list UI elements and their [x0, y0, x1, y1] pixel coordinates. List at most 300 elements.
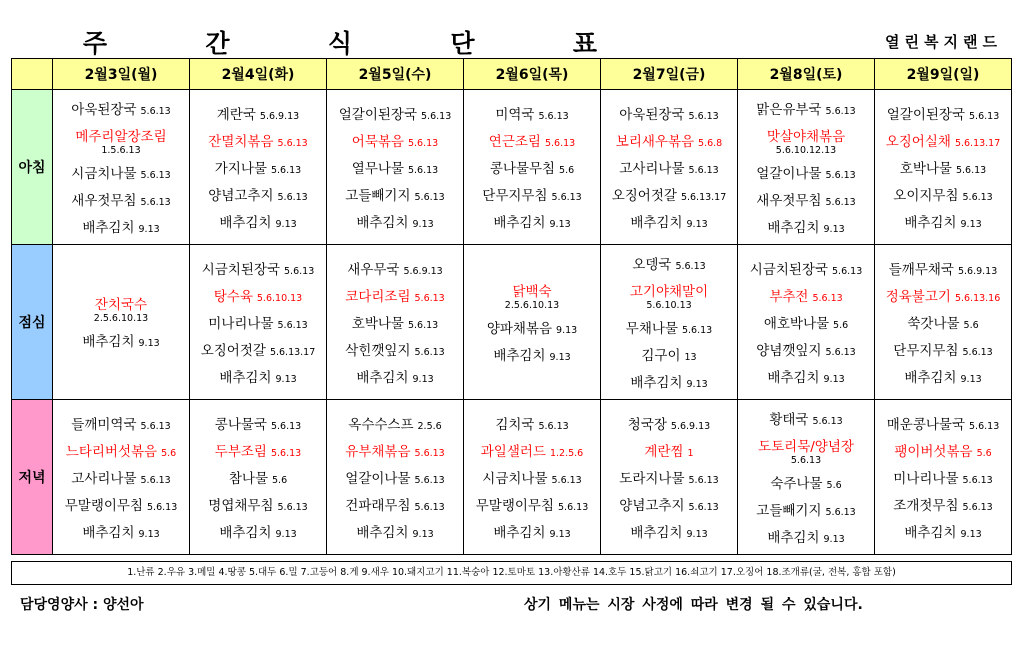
allergen-codes: 5.6 [559, 164, 575, 176]
menu-item-main [464, 437, 600, 464]
menu-item [53, 464, 189, 491]
dish-name: 배추김치 [82, 334, 135, 350]
menu-item-main [601, 127, 737, 154]
dish-name: 두부조림 [214, 443, 267, 460]
menu-item [327, 309, 463, 336]
menu-item [601, 208, 737, 235]
menu-item [464, 491, 600, 518]
allergen-codes: 5.6.13 [140, 169, 171, 181]
allergen-codes: 5.6.13.17 [954, 137, 1001, 149]
dish-name: 양념깻잎지 [756, 342, 822, 359]
allergen-codes: 9.13 [823, 223, 845, 235]
allergen-codes: 9.13 [823, 373, 845, 385]
organization-name: 열린복지랜드 [885, 33, 1002, 51]
dish-name: 양파채볶음 [486, 320, 553, 337]
dish-name: 얼갈이된장국 [886, 106, 966, 123]
allergen-codes: 9.13 [686, 528, 708, 540]
allergen-codes: 5.6.13 [688, 110, 719, 122]
dish-name: 삭힌깻잎지 [345, 342, 411, 359]
dish-name: 팽이버섯볶음 [894, 443, 973, 460]
dish-name: 참나물 [228, 470, 268, 487]
menu-item [738, 213, 874, 240]
meal-label: 점심 [12, 245, 53, 400]
allergen-codes: 9.13 [549, 528, 571, 540]
menu-item [601, 100, 737, 127]
dish-name: 배추김치 [493, 347, 546, 364]
allergen-codes: 9.13 [275, 373, 297, 385]
menu-cell [738, 400, 875, 555]
menu-item [875, 255, 1011, 282]
menu-item [53, 410, 189, 437]
allergen-codes: 5.6.13 [544, 137, 576, 149]
dish-name: 호박나물 [351, 315, 404, 332]
menu-item [464, 341, 600, 368]
allergen-codes: 5.6.13 [825, 169, 856, 181]
allergen-codes: 9.13 [556, 324, 578, 336]
menu-item [738, 336, 874, 363]
allergen-codes: 5.6.13 [277, 319, 308, 331]
menu-cell [875, 245, 1012, 400]
dish-name: 도토리묵/양념장 [758, 438, 854, 455]
menu-item-main [738, 282, 874, 309]
menu-item [738, 186, 874, 213]
menu-item [53, 327, 189, 354]
dish-name: 오징어젓갈 [611, 187, 677, 204]
dish-name: 아욱된장국 [71, 101, 137, 118]
dish-name: 코다리조림 [345, 288, 411, 305]
menu-item [464, 314, 600, 341]
menu-item-main [464, 127, 600, 154]
menu-item-main [327, 437, 463, 464]
menu-cell [53, 90, 190, 245]
dish-name: 무말랭이무침 [64, 497, 144, 514]
menu-item [875, 518, 1011, 545]
allergen-codes: 5.6.13 [277, 501, 308, 513]
menu-cell [53, 245, 190, 400]
menu-item [327, 181, 463, 208]
menu-cell [53, 400, 190, 555]
dish-name: 어묵볶음 [351, 133, 404, 150]
allergen-codes: 5.6.13 [962, 501, 993, 513]
corner-cell [12, 59, 53, 90]
title-char: 식 [327, 29, 353, 58]
menu-item [190, 255, 326, 282]
allergen-codes: 2.5.6.10.13 [93, 313, 149, 324]
menu-item [327, 154, 463, 181]
dish-name: 새우젓무침 [71, 192, 137, 209]
dish-name: 애호박나물 [763, 315, 830, 332]
dish-name: 시금치된장국 [201, 261, 281, 278]
menu-item [464, 181, 600, 208]
day-header: 2월5일(수) [327, 59, 464, 90]
title-char: 단 [450, 29, 475, 58]
menu-item-main [738, 122, 874, 159]
allergen-codes: 5.6.13 [414, 474, 445, 486]
allergen-codes: 5.6.13 [558, 501, 589, 513]
allergen-codes: 5.6.13 [790, 454, 822, 466]
meal-label: 아침 [12, 90, 53, 245]
allergen-codes: 5.6.13 [270, 164, 302, 176]
menu-item-main [53, 122, 189, 159]
allergen-codes: 5.6.13 [825, 346, 856, 358]
dish-name: 배추김치 [82, 524, 135, 541]
allergen-codes: 5.6.13 [407, 319, 439, 331]
allergen-codes: 9.13 [549, 351, 571, 363]
menu-cell [464, 245, 601, 400]
menu-item [875, 154, 1011, 181]
allergen-codes: 5.6.9.13 [259, 110, 300, 122]
allergen-codes: 5.6.13 [277, 191, 308, 203]
menu-item [190, 336, 326, 363]
menu-item [464, 154, 600, 181]
dish-name: 양념고추지 [208, 187, 274, 204]
menu-item [190, 518, 326, 545]
menu-item [738, 255, 874, 282]
menu-item [601, 341, 737, 368]
dish-name: 유부채볶음 [345, 443, 411, 460]
dish-name: 청국장 [627, 416, 667, 433]
dish-name: 계란찜 [644, 443, 684, 460]
dish-name: 무말랭이무침 [475, 497, 555, 514]
allergen-codes: 5.6.13 [969, 420, 1000, 432]
dish-name: 콩나물무침 [489, 160, 556, 177]
menu-item-main [327, 282, 463, 309]
allergen-codes: 5.6.13 [538, 420, 569, 432]
menu-item-main [875, 437, 1011, 464]
dish-name: 무채나물 [625, 320, 678, 337]
menu-item [875, 100, 1011, 127]
dish-name: 배추김치 [904, 214, 957, 231]
menu-item [738, 496, 874, 523]
dish-name: 배추김치 [767, 219, 820, 236]
dish-name: 오이지무침 [893, 187, 959, 204]
menu-item-main [738, 432, 874, 469]
dish-name: 양념고추지 [619, 497, 685, 514]
menu-cell [327, 245, 464, 400]
menu-item [53, 213, 189, 240]
allergen-codes: 5.6.13 [675, 260, 706, 272]
allergen-codes: 5.6.13 [140, 420, 171, 432]
menu-item [327, 255, 463, 282]
allergen-codes: 5.6 [963, 319, 979, 331]
allergen-codes: 5.6.13 [421, 110, 452, 122]
allergen-codes: 5.6.13 [825, 196, 856, 208]
header [0, 24, 1024, 58]
dish-name: 김치국 [495, 416, 535, 433]
menu-item [875, 410, 1011, 437]
dish-name: 배추김치 [356, 214, 409, 231]
allergen-codes: 5.6.13 [681, 324, 713, 336]
menu-cell [327, 90, 464, 245]
dish-name: 조개젓무침 [893, 497, 959, 514]
allergen-codes: 1.2.5.6 [549, 447, 584, 459]
menu-item [327, 336, 463, 363]
allergen-codes: 5.6.13.16 [954, 292, 1001, 304]
menu-item-main [53, 437, 189, 464]
allergen-codes: 5.6.13 [407, 164, 439, 176]
dish-name: 옥수수스프 [348, 416, 414, 433]
menu-item [875, 464, 1011, 491]
allergen-codes: 5.6 [161, 447, 177, 459]
dish-name: 배추김치 [219, 369, 272, 386]
menu-item [875, 208, 1011, 235]
allergen-codes: 5.6.13 [414, 447, 445, 459]
allergen-codes: 5.6.13 [284, 265, 315, 277]
allergen-codes: 5.6.13 [407, 137, 439, 149]
dish-name: 배추김치 [356, 369, 409, 386]
menu-item [875, 309, 1011, 336]
change-notice: 상기 메뉴는 시장 사정에 따라 변경 될 수 있습니다. [524, 597, 863, 613]
menu-item [190, 154, 326, 181]
dish-name: 명엽채무침 [208, 497, 274, 514]
menu-item [327, 410, 463, 437]
dish-name: 배추김치 [493, 524, 546, 541]
allergen-codes: 5.6.10.13 [646, 299, 692, 311]
menu-item-main [601, 437, 737, 464]
dish-name: 오뎅국 [632, 256, 672, 273]
allergen-codes: 5.6 [272, 474, 288, 486]
menu-cell [464, 400, 601, 555]
dish-name: 맑은유부국 [756, 101, 822, 118]
allergen-codes: 9.13 [275, 528, 297, 540]
allergen-codes: 5.6.13 [832, 265, 863, 277]
allergen-codes: 5.6.13 [962, 346, 993, 358]
menu-item [601, 518, 737, 545]
menu-item [875, 181, 1011, 208]
dish-name: 새우무국 [347, 261, 400, 278]
allergen-codes: 5.6.10.12.13 [775, 144, 837, 156]
allergen-codes: 5.6.13 [551, 474, 582, 486]
menu-item [190, 309, 326, 336]
dish-name: 고들빼기지 [756, 502, 822, 519]
dish-name: 얼갈이된장국 [338, 106, 418, 123]
menu-item-main [875, 282, 1011, 309]
allergen-codes: 9.13 [412, 373, 434, 385]
menu-item [190, 410, 326, 437]
dish-name: 황태국 [769, 411, 809, 428]
menu-item [875, 336, 1011, 363]
dish-name: 오징어실채 [885, 133, 951, 150]
allergen-codes: 5.6.13 [812, 292, 843, 304]
menu-item [738, 523, 874, 550]
menu-item-main [327, 127, 463, 154]
allergen-codes: 9.13 [138, 338, 160, 349]
allergen-codes: 5.6.13 [969, 110, 1000, 122]
menu-cell [738, 90, 875, 245]
allergen-codes: 5.6.13 [962, 474, 993, 486]
dish-name: 연근조림 [488, 133, 541, 150]
dish-name: 미나리나물 [893, 470, 959, 487]
menu-cell [190, 245, 327, 400]
menu-item [738, 405, 874, 432]
menu-item [875, 363, 1011, 390]
allergen-codes: 9.13 [412, 528, 434, 540]
day-header: 2월8일(토) [738, 59, 875, 90]
dish-name: 아욱된장국 [619, 106, 685, 123]
dish-name: 김구이 [641, 347, 681, 364]
dish-name: 단무지무침 [893, 342, 959, 359]
menu-item [53, 518, 189, 545]
dish-name: 잔치국수 [94, 297, 148, 313]
menu-item [875, 491, 1011, 518]
menu-item-main [464, 277, 600, 314]
dish-name: 메주리알장조림 [75, 128, 167, 145]
menu-item [738, 363, 874, 390]
menu-item [464, 464, 600, 491]
dish-name: 시금치나물 [71, 165, 137, 182]
allergen-codes: 9.13 [686, 218, 708, 230]
menu-cell [601, 90, 738, 245]
allergen-codes: 1.5.6.13 [101, 144, 141, 156]
menu-item [190, 464, 326, 491]
dish-name: 보리새우볶음 [615, 133, 695, 150]
dish-name: 시금치된장국 [749, 261, 829, 278]
title-char: 간 [205, 29, 230, 58]
day-header: 2월3일(월) [53, 59, 190, 90]
allergen-codes: 5.6.13 [140, 196, 171, 208]
allergen-legend: 1.난류 2.우유 3.메밀 4.땅콩 5.대두 6.밀 7.고등어 8.게 9.새우 10.돼지고기 11.복숭아 12.토마토 13.아황산류 14.호두 15.닭고기 16.쇠고기 17.오징어 18.조개류(굴, 전복, 홍합 포함) [11, 561, 1012, 585]
dish-name: 얼갈이나물 [345, 470, 411, 487]
dish-name: 배추김치 [630, 374, 683, 391]
dish-name: 들깨무채국 [888, 261, 954, 278]
menu-item-main [190, 437, 326, 464]
allergen-codes: 5.6.13.17 [269, 346, 316, 358]
allergen-codes: 5.6.13 [270, 447, 302, 459]
dish-name: 단무지무침 [482, 187, 548, 204]
allergen-codes: 5.6.13 [277, 137, 308, 149]
menu-cell [601, 245, 738, 400]
dish-name: 호박나물 [899, 160, 952, 177]
allergen-codes: 5.6.13 [538, 110, 569, 122]
dish-name: 배추김치 [630, 524, 683, 541]
allergen-codes: 9.13 [960, 373, 982, 385]
allergen-codes: 5.6.13 [688, 164, 719, 176]
menu-item [464, 518, 600, 545]
day-header: 2월6일(목) [464, 59, 601, 90]
dietitian-name: 담당영양사 : 양선아 [20, 597, 144, 613]
allergen-codes: 5.6.13 [414, 191, 445, 203]
dish-name: 느타리버섯볶음 [65, 443, 158, 460]
page-title [80, 24, 600, 60]
dish-name: 건파래무침 [345, 497, 411, 514]
dish-name: 얼갈이나물 [756, 165, 822, 182]
allergen-codes: 5.6.13 [955, 164, 987, 176]
menu-item-main [190, 282, 326, 309]
menu-item [738, 309, 874, 336]
allergen-codes: 5.6.13 [147, 501, 178, 513]
menu-item [464, 100, 600, 127]
menu-item [601, 154, 737, 181]
menu-item [601, 368, 737, 395]
breakfast-row [12, 90, 1012, 245]
menu-item-main [190, 127, 326, 154]
allergen-codes: 9.13 [138, 528, 160, 540]
day-header-row [12, 59, 1012, 90]
dish-name: 고기야채말이 [629, 283, 709, 300]
menu-item [601, 181, 737, 208]
allergen-codes: 9.13 [275, 218, 297, 230]
menu-cell [875, 400, 1012, 555]
allergen-codes: 5.6.13 [962, 191, 993, 203]
menu-item [190, 491, 326, 518]
dish-name: 미역국 [495, 106, 535, 123]
menu-cell [190, 400, 327, 555]
menu-item [327, 208, 463, 235]
dinner-row [12, 400, 1012, 555]
allergen-codes: 5.6 [833, 319, 849, 331]
menu-item [53, 186, 189, 213]
allergen-codes: 5.6.9.13 [957, 265, 998, 277]
menu-item [601, 491, 737, 518]
dish-name: 부추전 [769, 288, 809, 305]
menu-item [53, 159, 189, 186]
dish-name: 탕수육 [213, 288, 253, 305]
allergen-codes: 5.6.13 [825, 506, 856, 518]
dish-name: 배추김치 [82, 219, 135, 236]
allergen-codes: 5.6.13 [140, 474, 171, 486]
menu-item [601, 250, 737, 277]
allergen-codes: 5.6 [826, 479, 842, 491]
dish-name: 고사리나물 [619, 160, 685, 177]
day-header: 2월4일(화) [190, 59, 327, 90]
allergen-codes: 5.6.13 [551, 191, 582, 203]
dish-name: 배추김치 [767, 529, 820, 546]
menu-item [53, 491, 189, 518]
allergen-codes: 13 [684, 351, 697, 363]
allergen-codes: 5.6.13 [688, 474, 719, 486]
allergen-codes: 5.6.13 [270, 420, 302, 432]
menu-item [327, 464, 463, 491]
allergen-codes: 5.6.13 [414, 501, 445, 513]
menu-item [190, 100, 326, 127]
menu-cell [738, 245, 875, 400]
dish-name: 정육불고기 [885, 288, 951, 305]
allergen-codes: 5.6.10.13 [256, 292, 303, 304]
menu-item [327, 491, 463, 518]
dish-name: 배추김치 [904, 369, 957, 386]
menu-item [327, 363, 463, 390]
allergen-codes: 9.13 [686, 378, 708, 390]
weekly-menu-table [11, 58, 1012, 555]
menu-item-main [875, 127, 1011, 154]
dish-name: 배추김치 [493, 214, 546, 231]
day-header: 2월9일(일) [875, 59, 1012, 90]
allergen-codes: 9.13 [138, 223, 160, 235]
menu-item-main [53, 290, 189, 327]
title-char: 주 [82, 29, 108, 58]
dish-name: 계란국 [216, 106, 256, 123]
menu-item [327, 518, 463, 545]
dish-name: 배추김치 [219, 524, 272, 541]
dish-name: 배추김치 [904, 524, 957, 541]
allergen-codes: 9.13 [823, 533, 845, 545]
menu-item [738, 95, 874, 122]
allergen-codes: 5.6.8 [698, 137, 723, 149]
menu-item [738, 159, 874, 186]
allergen-codes: 1 [687, 447, 694, 459]
dish-name: 들깨미역국 [71, 416, 137, 433]
dish-name: 배추김치 [356, 524, 409, 541]
dish-name: 가지나물 [214, 160, 267, 177]
allergen-codes: 5.6.13.17 [680, 191, 727, 203]
dish-name: 새우젓무침 [756, 192, 822, 209]
dish-name: 맛살야채볶음 [766, 128, 846, 145]
menu-item [464, 208, 600, 235]
menu-cell [327, 400, 464, 555]
allergen-codes: 5.6.13 [414, 292, 445, 304]
dish-name: 배추김치 [219, 214, 272, 231]
dish-name: 콩나물국 [214, 416, 267, 433]
